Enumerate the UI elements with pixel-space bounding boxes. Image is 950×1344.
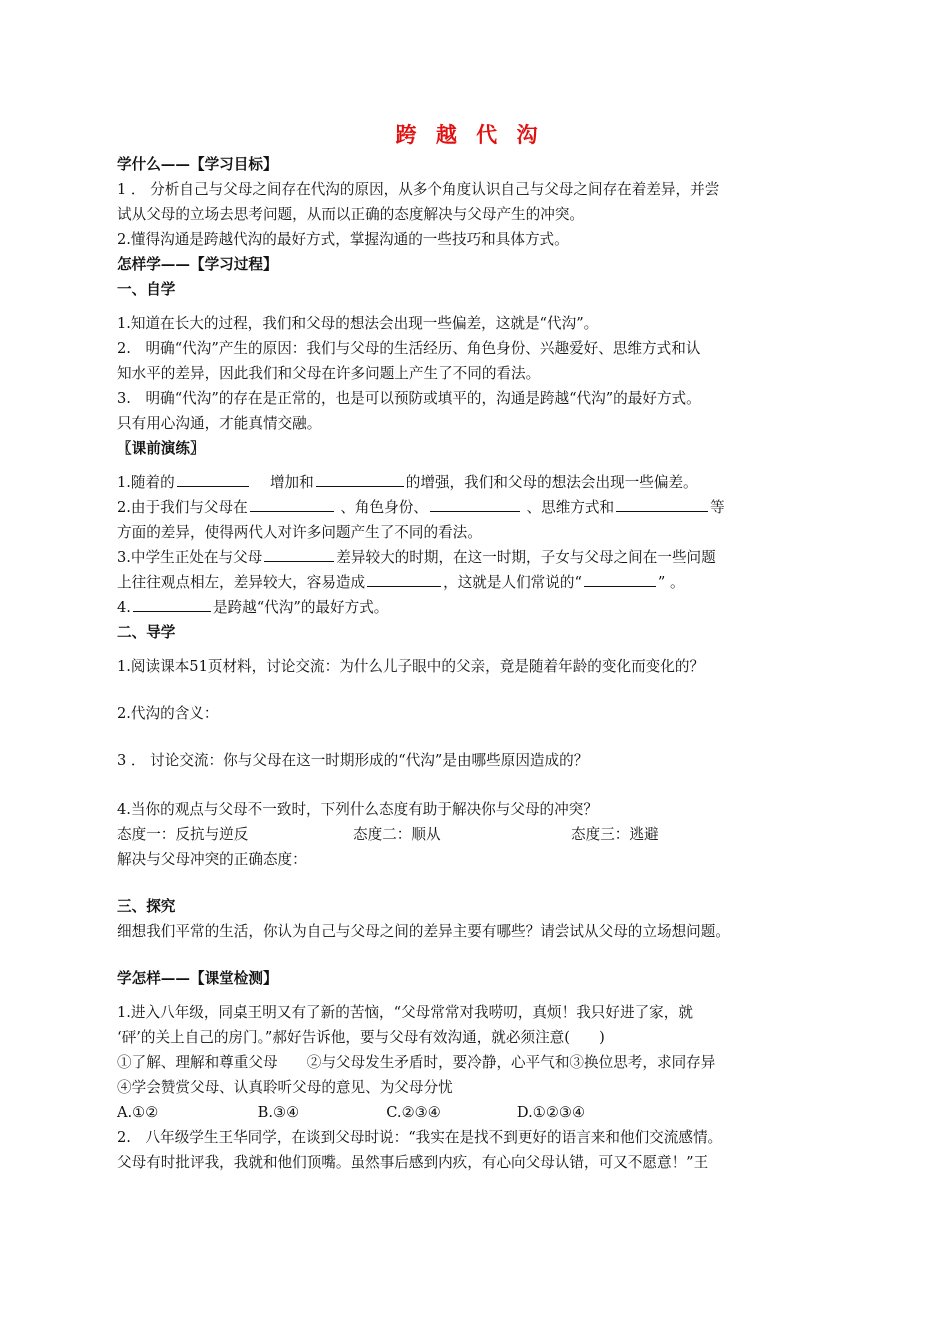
check-question-1-options — [117, 1100, 822, 1125]
fill-blank[interactable] — [367, 571, 441, 587]
q3-text-a: 3.中学生正处在与父母 — [117, 549, 263, 566]
guided-item-2: 2.代沟的含义： — [117, 705, 219, 722]
self-study-item-3-line-1: 3. 明确“代沟”的存在是正常的，也是可以预防或填平的，沟通是跨越“代沟”的最好方式。 — [117, 390, 701, 407]
check-question-1-line-2: ‘砰’的关上自己的房门。”郝好告诉他，要与父母有效沟通，就必须注意( ) — [117, 1029, 605, 1046]
explore-item: 细想我们平常的生活，你认为自己与父母之间的差异主要有哪些？请尝试从父母的立场想问题。 — [117, 923, 730, 940]
check-question-1-line-3: ①了解、理解和尊重父母 ②与父母发生矛盾时，要冷静，心平气和③换位思考，求同存异 — [117, 1054, 716, 1071]
document-page — [117, 118, 822, 1175]
fill-blank[interactable] — [430, 496, 520, 512]
practice-question-4 — [117, 595, 822, 620]
fill-blank[interactable] — [177, 471, 249, 487]
check-question-2-line-2: 父母有时批评我，我就和他们顶嘴。虽然事后感到内疚，有心向父母认错，可又不愿意！”王 — [117, 1154, 709, 1171]
fill-blank[interactable] — [250, 496, 334, 512]
q4-text-b: 是跨越“代沟”的最好方式。 — [212, 599, 389, 616]
option-b[interactable]: B.③④ — [257, 1104, 300, 1121]
attitude-3: 态度三：逃避 — [571, 826, 659, 843]
attitude-2: 态度二：顺从 — [353, 826, 441, 843]
attitude-1: 态度一：反抗与逆反 — [117, 826, 249, 843]
practice-heading: 〖课前演练〗 — [117, 440, 205, 457]
attitude-options — [117, 822, 822, 847]
goal-2: 2.懂得沟通是跨越代沟的最好方式，掌握沟通的一些技巧和具体方式。 — [117, 231, 569, 248]
practice-question-3 — [117, 545, 822, 570]
check-question-1-line-1: 1.进入八年级，同桌王明又有了新的苦恼，“父母常常对我唠叨，真烦！我只好进了家，就 — [117, 1004, 693, 1021]
page-title: 跨 越 代 沟 — [395, 122, 544, 147]
q1-text-c: 的增强，我们和父母的想法会出现一些偏差。 — [405, 474, 698, 491]
q2-text-a: 2.由于我们与父母在 — [117, 499, 248, 516]
practice-question-2 — [117, 495, 822, 520]
option-d[interactable]: D.①②③④ — [516, 1104, 586, 1121]
q3-text-c: 上往往观点相左，差异较大，容易造成 — [117, 574, 366, 591]
self-study-item-1: 1.知道在长大的过程，我们和父母的想法会出现一些偏差，这就是“代沟”。 — [117, 315, 599, 332]
fill-blank[interactable] — [316, 471, 404, 487]
practice-question-1 — [117, 470, 822, 495]
self-study-item-2-line-1: 2. 明确“代沟”产生的原因：我们与父母的生活经历、角色身份、兴趣爱好、思维方式和认 — [117, 340, 701, 357]
section-heading-check: 学怎样——【课堂检测】 — [117, 970, 278, 987]
fill-blank[interactable] — [584, 571, 656, 587]
q2-text-d: 等 — [710, 499, 725, 516]
subsection-guided-study: 二、导学 — [117, 624, 176, 641]
option-c[interactable]: C.②③④ — [386, 1104, 441, 1121]
subsection-self-study: 一、自学 — [117, 281, 176, 298]
guided-item-3: 3 ． 讨论交流：你与父母在这一时期形成的“代沟”是由哪些原因造成的？ — [117, 752, 589, 769]
q4-text-a: 4. — [117, 599, 131, 616]
guided-item-4: 4.当你的观点与父母不一致时，下列什么态度有助于解决你与父母的冲突？ — [117, 801, 598, 818]
guided-item-1: 1.阅读课本51页材料，讨论交流：为什么儿子眼中的父亲，竟是随着年龄的变化而变化的？ — [117, 658, 705, 675]
option-a[interactable]: A.①② — [117, 1104, 159, 1121]
q3-text-d: ，这就是人们常说的“ — [443, 574, 582, 591]
goal-1-line-2: 试从父母的立场去思考问题，从而以正确的态度解决与父母产生的冲突。 — [117, 206, 585, 223]
section-heading-goals: 学什么——【学习目标】 — [117, 156, 278, 173]
check-question-2-line-1: 2. 八年级学生王华同学，在谈到父母时说：“我实在是找不到更好的语言来和他们交流感情。 — [117, 1129, 723, 1146]
fill-blank[interactable] — [264, 546, 334, 562]
q3-text-e: ” 。 — [657, 574, 685, 591]
section-heading-process: 怎样学——【学习过程】 — [117, 256, 278, 273]
goal-1-line-1: 1 ． 分析自己与父母之间存在代沟的原因，从多个角度认识自己与父母之间存在着差异，并尝 — [117, 181, 720, 198]
practice-question-3-cont — [117, 570, 822, 595]
q2-text-c: 、思维方式和 — [526, 499, 615, 516]
guided-item-4-answer: 解决与父母冲突的正确态度： — [117, 851, 307, 868]
subsection-explore: 三、探究 — [117, 898, 176, 915]
fill-blank[interactable] — [133, 596, 211, 612]
q2-text-b: 、角色身份、 — [340, 499, 428, 516]
self-study-item-2-line-2: 知水平的差异，因此我们和父母在许多问题上产生了不同的看法。 — [117, 365, 541, 382]
self-study-item-3-line-2: 只有用心沟通，才能真情交融。 — [117, 415, 322, 432]
q1-text-a: 1.随着的 — [117, 474, 175, 491]
q1-text-b: 增加和 — [269, 474, 314, 491]
check-question-1-line-4: ④学会赞赏父母、认真聆听父母的意见、为父母分忧 — [117, 1079, 453, 1096]
practice-question-2-cont: 方面的差异，使得两代人对许多问题产生了不同的看法。 — [117, 524, 482, 541]
q3-text-b: 差异较大的时期，在这一时期，子女与父母之间在一些问题 — [336, 549, 716, 566]
fill-blank[interactable] — [616, 496, 708, 512]
